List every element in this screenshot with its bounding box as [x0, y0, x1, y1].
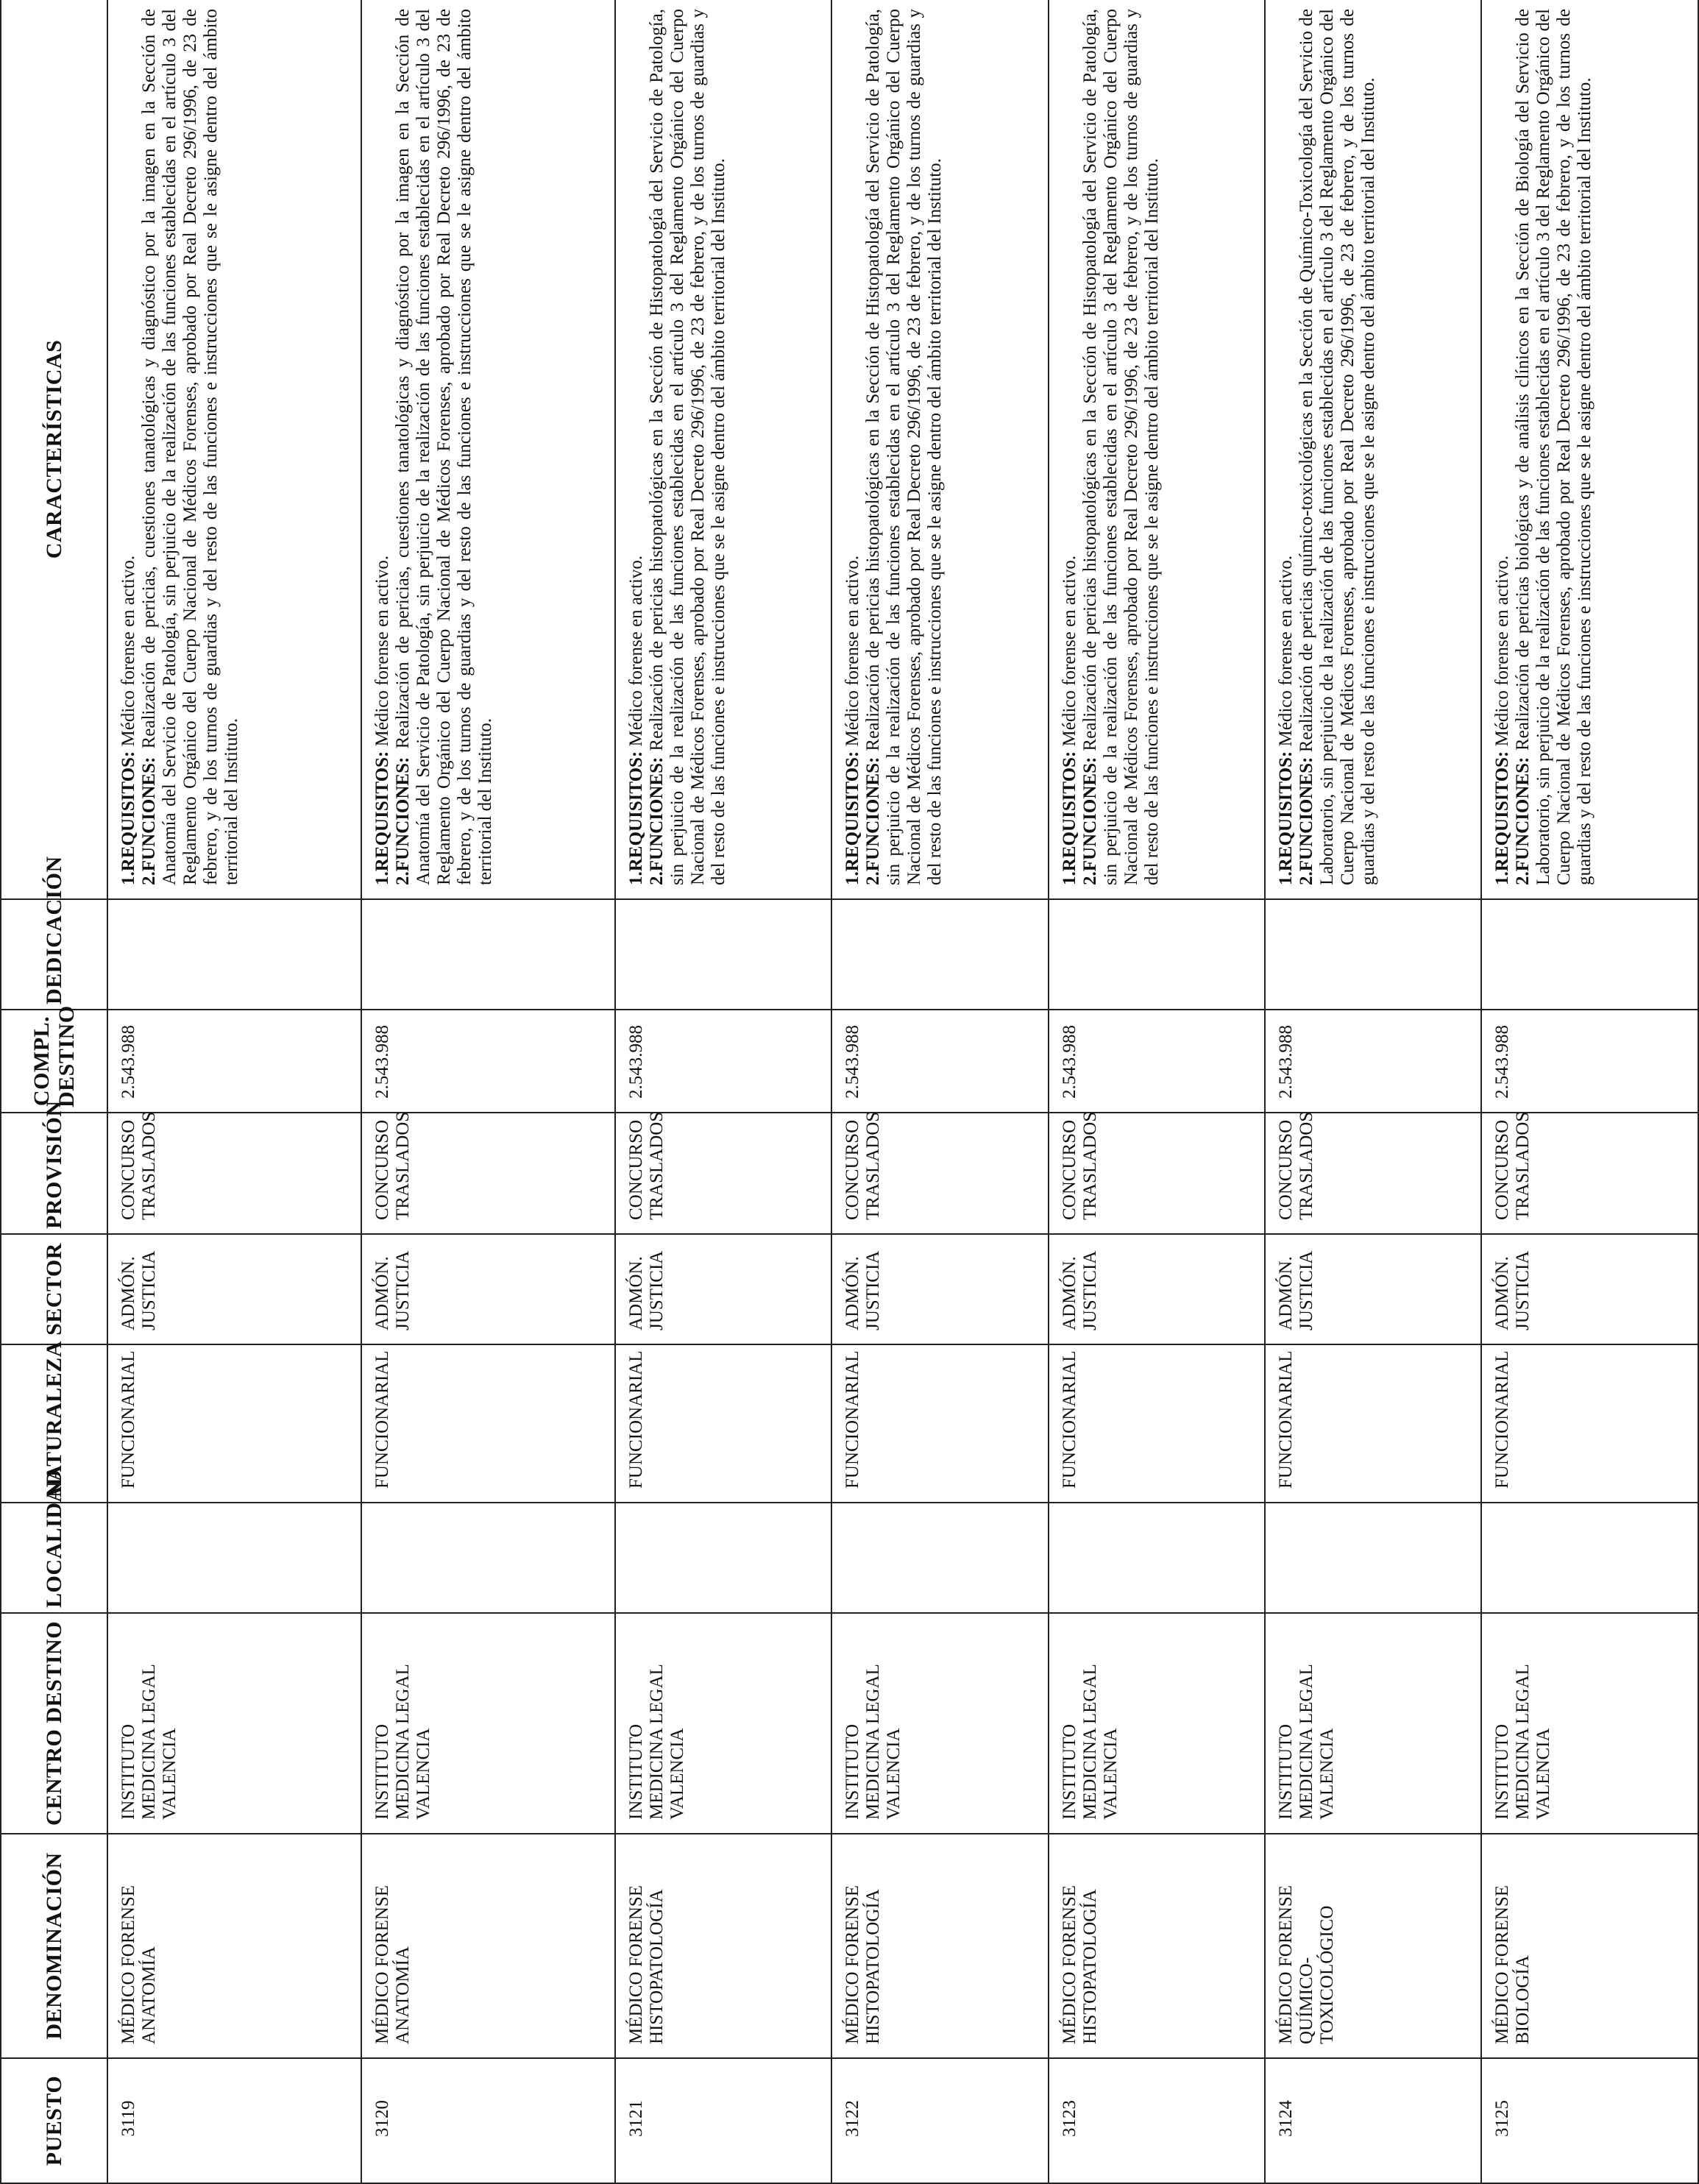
requisitos-text: Médico forense en activo.	[1492, 555, 1513, 751]
sector-line2: JUSTICIA	[1513, 1250, 1533, 1330]
dedicacion-cell	[1265, 899, 1481, 1010]
sector-cell	[1265, 1234, 1481, 1344]
sector-line2: JUSTICIA	[1079, 1250, 1100, 1330]
sector-cell	[1481, 1234, 1698, 1344]
funciones-text: Realización de pericias histopatológicas en la Sección de Histopatología del Servicio de Patología, sin perjuicio de la realización de las funciones establecidas en el artículo 3 del Reglamento Orgánico del Cuerpo Nacional de Médicos Forenses, aprobado por Real Decreto 296/1996, de 23 de febrero, y de los turnos de guardias y del resto de las funciones e instrucciones que se le asigne dentro del ámbito territorial del Instituto.	[863, 9, 946, 885]
sector-line1: ADMÓN.	[1492, 1256, 1513, 1330]
caracteristicas-cell	[831, 0, 1048, 899]
centro-line2: MEDICINA LEGAL	[1079, 1664, 1100, 1820]
naturaleza-cell: FUNCIONARIAL	[831, 1344, 1048, 1503]
caracteristicas-cell	[1265, 0, 1481, 899]
header-provision: PROVISIÓN	[1, 1113, 107, 1234]
funciones-text: Realización de pericias, cuestiones tanatológicas y diagnóstico por la imagen en la Sección de Anatomía del Servicio de Patología, sin perjuicio de la realización de las funciones establecidas en el artículo 3 del Reglamento Orgánico del Cuerpo Nacional de Médicos Forenses, aprobado por Real Decreto 296/1996, de 23 de febrero, y de los turnos de guardias y del resto de las funciones e instrucciones que se le asigne dentro del ámbito territorial del Instituto.	[392, 9, 495, 885]
centro-destino-cell	[1265, 1613, 1481, 1834]
header-compl-line2: DESTINO	[54, 1005, 79, 1107]
sector-line1: ADMÓN.	[625, 1256, 646, 1330]
header-sector: SECTOR	[1, 1234, 107, 1344]
sector-cell	[107, 1234, 361, 1344]
centro-line1: INSTITUTO	[372, 1723, 392, 1820]
provision-line1: CONCURSO	[1275, 1119, 1296, 1220]
header-caracteristicas: CARACTERÍSTICAS	[1, 0, 107, 899]
provision-line1: CONCURSO	[1059, 1119, 1079, 1220]
denominacion-line2: HISTOPATOLOGÍA	[1079, 1889, 1100, 2044]
localidad-cell	[1265, 1503, 1481, 1613]
header-centro-destino: CENTRO DESTINO	[1, 1613, 107, 1834]
requisitos-text: Médico forense en activo.	[1059, 555, 1079, 751]
centro-destino-cell	[1481, 1613, 1698, 1834]
naturaleza-cell: FUNCIONARIAL	[1481, 1344, 1698, 1503]
dedicacion-cell	[1049, 899, 1265, 1010]
centro-line1: INSTITUTO	[1275, 1723, 1296, 1820]
puesto-cell: 3123	[1049, 2058, 1265, 2183]
provision-line1: CONCURSO	[118, 1119, 138, 1220]
centro-line3: VALENCIA	[413, 1728, 433, 1820]
provision-cell	[1265, 1113, 1481, 1234]
provision-line1: CONCURSO	[372, 1119, 392, 1220]
dedicacion-cell	[107, 899, 361, 1010]
centro-line2: MEDICINA LEGAL	[863, 1664, 884, 1820]
caracteristicas-cell	[107, 0, 361, 899]
provision-line1: CONCURSO	[625, 1119, 646, 1220]
centro-line3: VALENCIA	[160, 1728, 180, 1820]
requisitos-label: 1.REQUISITOS:	[625, 751, 646, 885]
provision-cell	[361, 1113, 615, 1234]
centro-line1: INSTITUTO	[118, 1723, 138, 1820]
provision-line2: TRASLADOS	[1513, 1111, 1533, 1220]
sector-cell	[615, 1234, 831, 1344]
denominacion-cell	[1049, 1834, 1265, 2058]
table-header-row	[1, 0, 107, 2183]
requisitos-text: Médico forense en activo.	[372, 555, 392, 751]
sector-line1: ADMÓN.	[372, 1256, 392, 1330]
requisitos-label: 1.REQUISITOS:	[843, 751, 863, 885]
sector-line1: ADMÓN.	[1059, 1256, 1079, 1330]
compl-destino-cell: 2.543.988	[831, 1010, 1048, 1113]
denominacion-line1: MÉDICO FORENSE	[1059, 1885, 1079, 2044]
dedicacion-cell	[361, 899, 615, 1010]
centro-line3: VALENCIA	[1316, 1728, 1337, 1820]
centro-line3: VALENCIA	[884, 1728, 904, 1820]
requisitos-text: Médico forense en activo.	[118, 555, 138, 751]
provision-line1: CONCURSO	[843, 1119, 863, 1220]
dedicacion-cell	[1481, 899, 1698, 1010]
localidad-cell	[615, 1503, 831, 1613]
localidad-cell	[831, 1503, 1048, 1613]
header-compl-destino	[1, 1005, 107, 1113]
caracteristicas-cell	[1049, 0, 1265, 899]
sector-line2: JUSTICIA	[863, 1250, 884, 1330]
provision-line1: CONCURSO	[1492, 1119, 1513, 1220]
funciones-label: 2.FUNCIONES:	[863, 756, 884, 885]
provision-line2: TRASLADOS	[139, 1111, 159, 1220]
table-body	[107, 0, 1698, 2183]
sector-line2: JUSTICIA	[646, 1250, 667, 1330]
puesto-cell: 3121	[615, 2058, 831, 2183]
requisitos-label: 1.REQUISITOS:	[1059, 751, 1079, 885]
sector-cell	[361, 1234, 615, 1344]
compl-destino-cell: 2.543.988	[1265, 1010, 1481, 1113]
naturaleza-cell: FUNCIONARIAL	[615, 1344, 831, 1503]
funciones-text: Realización de pericias químico-toxicológicas en la Sección de Químico-Toxicología del Servicio de Laboratorio, sin perjuicio de la realización de las funciones establecidas en el artículo 3 del Reglamento Orgánico del Cuerpo Nacional de Médicos Forenses, aprobado por Real Decreto 296/1996, de 23 de febrero, y de los turnos de guardias y del resto de las funciones e instrucciones que se le asigne dentro del ámbito territorial del Instituto.	[1296, 9, 1378, 885]
header-naturaleza: NATURALEZA	[1, 1344, 107, 1503]
caracteristicas-cell	[361, 0, 615, 899]
provision-cell	[107, 1113, 361, 1234]
table-row	[1265, 0, 1481, 2183]
header-localidad: LOCALIDAD	[1, 1503, 107, 1613]
sector-cell	[1049, 1234, 1265, 1344]
sector-line1: ADMÓN.	[118, 1256, 138, 1330]
centro-line2: MEDICINA LEGAL	[392, 1664, 413, 1820]
funciones-label: 2.FUNCIONES:	[1296, 756, 1316, 885]
provision-line2: TRASLADOS	[1079, 1111, 1100, 1220]
denominacion-cell	[107, 1834, 361, 2058]
centro-destino-cell	[107, 1613, 361, 1834]
sector-line1: ADMÓN.	[1275, 1256, 1296, 1330]
sector-line1: ADMÓN.	[843, 1256, 863, 1330]
header-denominacion: DENOMINACIÓN	[1, 1834, 107, 2058]
centro-destino-cell	[831, 1613, 1048, 1834]
dedicacion-cell	[831, 899, 1048, 1010]
denominacion-cell	[361, 1834, 615, 2058]
sector-cell	[831, 1234, 1048, 1344]
sector-line2: JUSTICIA	[392, 1250, 413, 1330]
centro-line3: VALENCIA	[667, 1728, 687, 1820]
requisitos-label: 1.REQUISITOS:	[118, 751, 138, 885]
naturaleza-cell: FUNCIONARIAL	[1265, 1344, 1481, 1503]
compl-destino-cell: 2.543.988	[361, 1010, 615, 1113]
caracteristicas-cell	[1481, 0, 1698, 899]
denominacion-line2: BIOLOGÍA	[1513, 1955, 1533, 2044]
centro-line2: MEDICINA LEGAL	[139, 1664, 159, 1820]
compl-destino-cell: 2.543.988	[1481, 1010, 1698, 1113]
provision-line2: TRASLADOS	[392, 1111, 413, 1220]
caracteristicas-cell	[615, 0, 831, 899]
denominacion-line2: ANATOMÍA	[392, 1946, 413, 2044]
requisitos-label: 1.REQUISITOS:	[372, 751, 392, 885]
requisitos-text: Médico forense en activo.	[625, 555, 646, 751]
denominacion-line1: MÉDICO FORENSE	[843, 1885, 863, 2044]
puesto-cell: 3120	[361, 2058, 615, 2183]
provision-cell	[831, 1113, 1048, 1234]
centro-line1: INSTITUTO	[843, 1723, 863, 1820]
provision-cell	[615, 1113, 831, 1234]
localidad-cell	[1481, 1503, 1698, 1613]
denominacion-line1: MÉDICO FORENSE	[1275, 1885, 1296, 2044]
centro-line1: INSTITUTO	[625, 1723, 646, 1820]
funciones-label: 2.FUNCIONES:	[1513, 756, 1533, 885]
compl-destino-cell: 2.543.988	[615, 1010, 831, 1113]
denominacion-cell	[615, 1834, 831, 2058]
provision-cell	[1481, 1113, 1698, 1234]
table-row	[1481, 0, 1698, 2183]
puesto-cell: 3122	[831, 2058, 1048, 2183]
localidad-cell	[361, 1503, 615, 1613]
funciones-label: 2.FUNCIONES:	[392, 756, 413, 885]
funciones-text: Realización de pericias biológicas y de análisis clínicos en la Sección de Biología del Servicio de Laboratorio, sin perjuicio de la realización de las funciones establecidas en el artículo 3 del Reglamento Orgánico del Cuerpo Nacional de Médicos Forenses, aprobado por Real Decreto 296/1996, de 23 de febrero, y de los turnos de guardias y del resto de las funciones e instrucciones que se le asigne dentro del ámbito territorial del Instituto.	[1513, 9, 1595, 885]
denominacion-line2: HISTOPATOLOGÍA	[863, 1889, 884, 2044]
funciones-text: Realización de pericias histopatológicas en la Sección de Histopatología del Servicio de Patología, sin perjuicio de la realización de las funciones establecidas en el artículo 3 del Reglamento Orgánico del Cuerpo Nacional de Médicos Forenses, aprobado por Real Decreto 296/1996, de 23 de febrero, y de los turnos de guardias y del resto de las funciones e instrucciones que se le asigne dentro del ámbito territorial del Instituto.	[646, 9, 728, 885]
requisitos-label: 1.REQUISITOS:	[1492, 751, 1513, 885]
localidad-cell	[1049, 1503, 1265, 1613]
centro-line2: MEDICINA LEGAL	[1513, 1664, 1533, 1820]
compl-destino-cell: 2.543.988	[107, 1010, 361, 1113]
compl-destino-cell: 2.543.988	[1049, 1010, 1265, 1113]
centro-line2: MEDICINA LEGAL	[646, 1664, 667, 1820]
funciones-text: Realización de pericias, cuestiones tanatológicas y diagnóstico por la imagen en la Sección de Anatomía del Servicio de Patología, sin perjuicio de la realización de las funciones establecidas en el artículo 3 del Reglamento Orgánico del Cuerpo Nacional de Médicos Forenses, aprobado por Real Decreto 296/1996, de 23 de febrero, y de los turnos de guardias y del resto de las funciones e instrucciones que se le asigne dentro del ámbito territorial del Instituto.	[139, 9, 241, 885]
centro-line2: MEDICINA LEGAL	[1296, 1664, 1316, 1820]
funciones-label: 2.FUNCIONES:	[646, 756, 667, 885]
denominacion-line1: MÉDICO FORENSE	[1492, 1885, 1513, 2044]
denominacion-cell	[1265, 1834, 1481, 2058]
denominacion-cell	[831, 1834, 1048, 2058]
provision-line2: TRASLADOS	[863, 1111, 884, 1220]
requisitos-text: Médico forense en activo.	[843, 555, 863, 751]
table-row	[107, 0, 361, 2183]
centro-line1: INSTITUTO	[1059, 1723, 1079, 1820]
centro-line3: VALENCIA	[1533, 1728, 1554, 1820]
centro-destino-cell	[361, 1613, 615, 1834]
funciones-text: Realización de pericias histopatológicas en la Sección de Histopatología del Servicio de Patología, sin perjuicio de la realización de las funciones establecidas en el artículo 3 del Reglamento Orgánico del Cuerpo Nacional de Médicos Forenses, aprobado por Real Decreto 296/1996, de 23 de febrero, y de los turnos de guardias y del resto de las funciones e instrucciones que se le asigne dentro del ámbito territorial del Instituto.	[1079, 9, 1162, 885]
puesto-cell: 3119	[107, 2058, 361, 2183]
centro-line3: VALENCIA	[1100, 1728, 1121, 1820]
puesto-cell: 3125	[1481, 2058, 1698, 2183]
denominacion-line1: MÉDICO FORENSE	[118, 1885, 138, 2044]
table-row	[615, 0, 831, 2183]
denominacion-line2: QUÍMICO-	[1296, 1957, 1316, 2044]
naturaleza-cell: FUNCIONARIAL	[361, 1344, 615, 1503]
denominacion-line1: MÉDICO FORENSE	[625, 1885, 646, 2044]
sector-line2: JUSTICIA	[139, 1250, 159, 1330]
naturaleza-cell: FUNCIONARIAL	[107, 1344, 361, 1503]
centro-line1: INSTITUTO	[1492, 1723, 1513, 1820]
denominacion-cell	[1481, 1834, 1698, 2058]
requisitos-label: 1.REQUISITOS:	[1275, 751, 1296, 885]
header-dedicacion: DEDICACIÓN	[1, 899, 107, 1010]
funciones-label: 2.FUNCIONES:	[139, 756, 159, 885]
provision-line2: TRASLADOS	[646, 1111, 667, 1220]
centro-destino-cell	[615, 1613, 831, 1834]
puesto-cell: 3124	[1265, 2058, 1481, 2183]
sector-line2: JUSTICIA	[1296, 1250, 1316, 1330]
naturaleza-cell: FUNCIONARIAL	[1049, 1344, 1265, 1503]
provision-line2: TRASLADOS	[1296, 1111, 1316, 1220]
centro-destino-cell	[1049, 1613, 1265, 1834]
header-compl-line1: COMPL.	[29, 1015, 54, 1107]
denominacion-line2: HISTOPATOLOGÍA	[646, 1889, 667, 2044]
denominacion-line1: MÉDICO FORENSE	[372, 1885, 392, 2044]
header-puesto: PUESTO	[1, 2058, 107, 2183]
table-row	[361, 0, 615, 2183]
funciones-label: 2.FUNCIONES:	[1079, 756, 1100, 885]
requisitos-text: Médico forense en activo.	[1275, 555, 1296, 751]
dedicacion-cell	[615, 899, 831, 1010]
provision-cell	[1049, 1113, 1265, 1234]
table-row	[831, 0, 1048, 2183]
denominacion-line2: ANATOMÍA	[139, 1946, 159, 2044]
localidad-cell	[107, 1503, 361, 1613]
denominacion-line3: TOXICOLÓGICO	[1316, 1905, 1337, 2044]
table-row	[1049, 0, 1265, 2183]
